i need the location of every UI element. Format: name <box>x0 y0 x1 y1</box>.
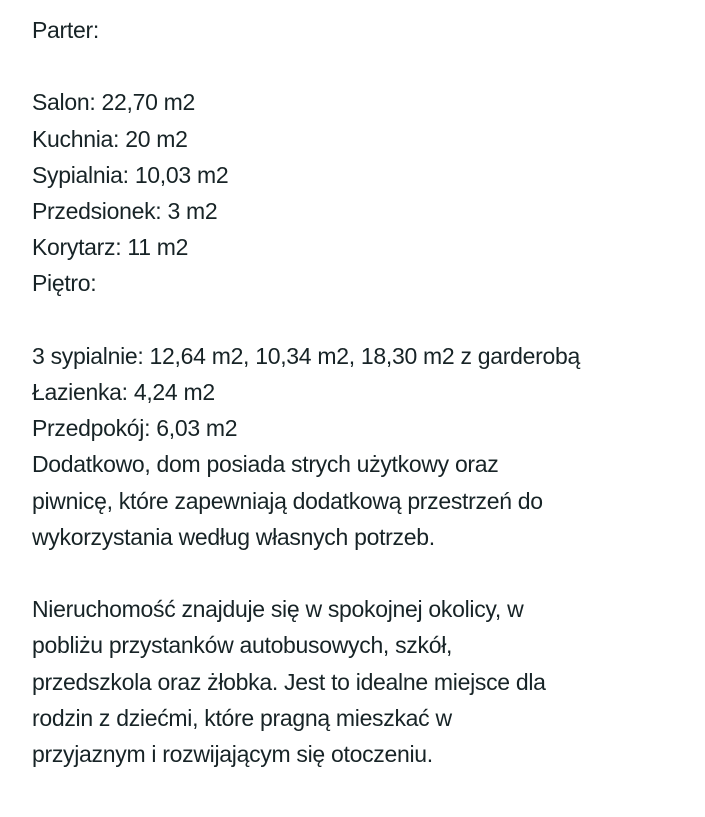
location-text-line: Nieruchomość znajduje się w spokojnej okolicy, w <box>32 596 524 623</box>
room-przedpokoj: Przedpokój: 6,03 m2 <box>32 415 238 442</box>
room-sypialnia: Sypialnia: 10,03 m2 <box>32 161 229 188</box>
room-korytarz: Korytarz: 11 m2 <box>32 234 189 261</box>
location-text-line: przedszkola oraz żłobka. Jest to idealne miejsce dla <box>32 668 546 695</box>
room-przedsionek: Przedsionek: 3 m2 <box>32 198 218 224</box>
location-text-line: przyjaznym i rozwijającym się otoczeniu. <box>32 741 433 768</box>
additional-text-line: Dodatkowo, dom posiada strych użytkowy oraz <box>32 451 499 478</box>
spacer <box>32 48 692 84</box>
room-salon: Salon: 22,70 m2 <box>32 89 196 116</box>
spacer <box>32 302 692 338</box>
room-sypialnie: 3 sypialnie: 12,64 m2, 10,34 m2, 18,30 m2 z garderobą <box>32 342 580 369</box>
additional-text-line: piwnicę, które zapewniają dodatkową przestrzeń do <box>32 487 543 514</box>
property-description <box>32 12 692 772</box>
location-text-line: pobliżu przystanków autobusowych, szkół, <box>32 632 453 659</box>
upper-floor-heading: Piętro: <box>32 270 97 297</box>
room-kuchnia: Kuchnia: 20 m2 <box>32 125 188 152</box>
ground-floor-heading: Parter: <box>32 17 99 43</box>
room-lazienka: Łazienka: 4,24 m2 <box>32 379 215 405</box>
location-text-line: rodzin z dziećmi, które pragną mieszkać w <box>32 704 452 731</box>
spacer <box>32 555 692 591</box>
additional-text-line: wykorzystania według własnych potrzeb. <box>32 523 435 550</box>
